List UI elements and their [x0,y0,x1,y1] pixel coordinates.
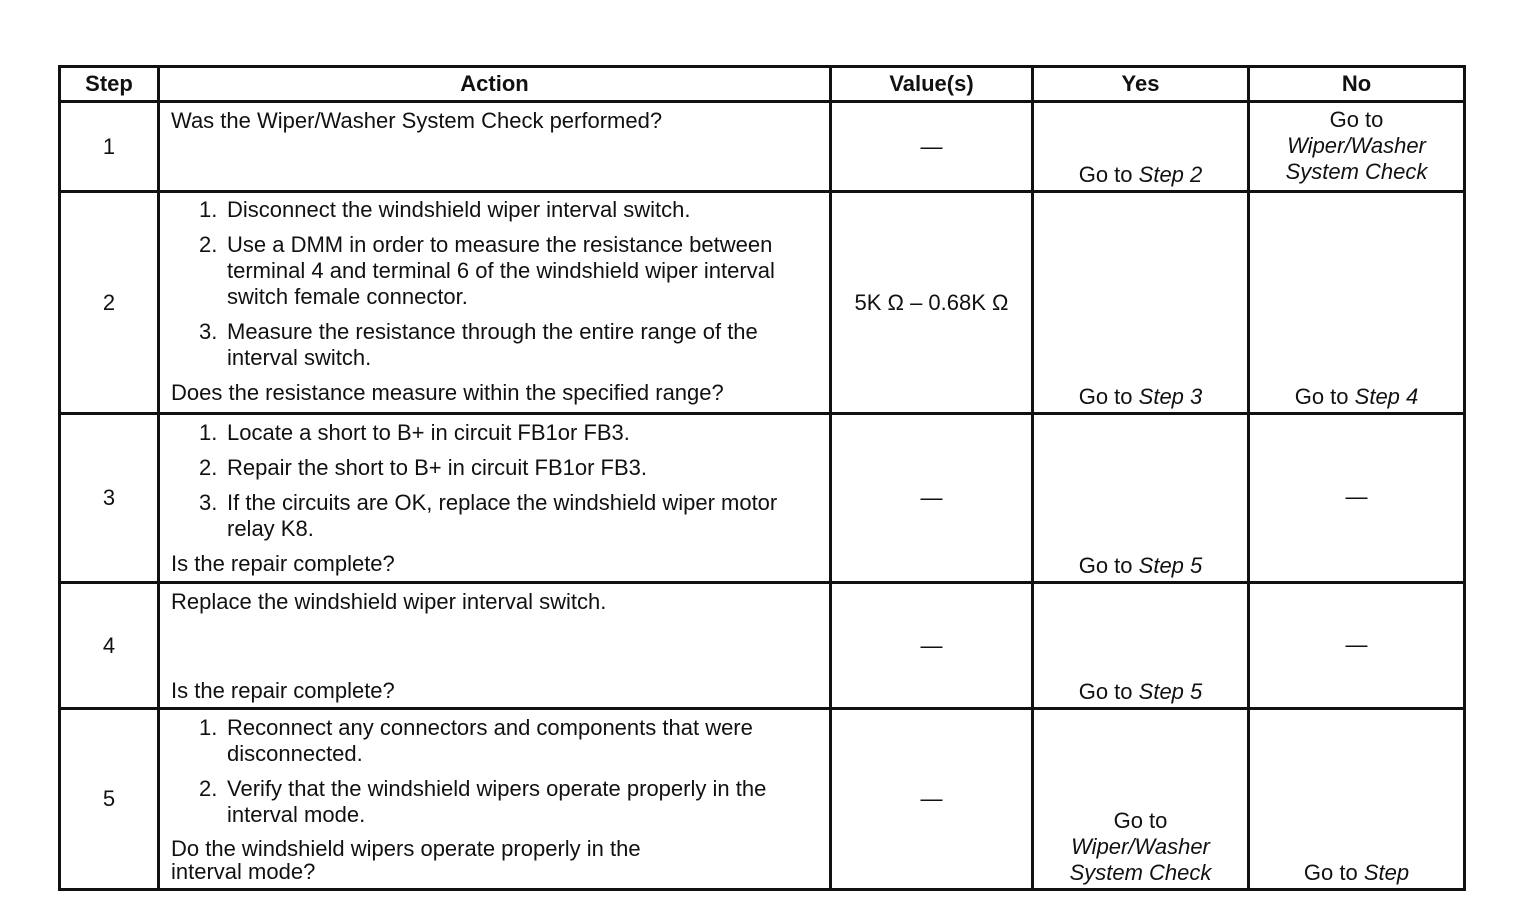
no-cell [1249,583,1465,709]
action-steps-list [171,715,821,828]
yes-link[interactable]: Step 2 [1138,162,1203,187]
action-step-item: Locate a short to B+ in circuit FB1or FB3. [227,420,630,445]
table-row-step-3 [60,414,1465,583]
table-row-step-1 [60,102,1465,192]
no-cell [1249,414,1465,583]
yes-link[interactable]: Wiper/Washer System Check [1069,834,1212,885]
header-yes: Yes [1033,67,1249,102]
no-link[interactable]: Step [1363,860,1410,885]
no-prefix: Go to [1294,384,1349,409]
no-cell [1249,709,1465,890]
yes-cell [1033,709,1249,890]
action-cell [159,414,831,583]
action-question: Do the windshield wipers operate properly in the interval mode? [171,836,641,884]
diagnostic-table [58,65,1466,891]
yes-cell [1033,102,1249,192]
action-steps-list [171,197,821,371]
no-link[interactable]: Wiper/Washer System Check [1285,133,1428,184]
action-step-item: Reconnect any connectors and components that were disconnected. [227,715,753,766]
action-step-item: Repair the short to B+ in circuit FB1or FB3. [227,455,648,480]
action-text: Replace the windshield wiper interval switch. [171,589,607,614]
yes-prefix: Go to [1078,553,1133,578]
header-values: Value(s) [831,67,1033,102]
no-cell [1249,102,1465,192]
step-number: 5 [60,709,159,890]
no-prefix: Go to [1303,860,1358,885]
yes-prefix: Go to [1078,162,1133,187]
header-step: Step [60,67,159,102]
action-step-item: Measure the resistance through the entire range of the interval switch. [227,319,758,370]
value-cell: — [831,709,1033,890]
yes-link[interactable]: Step 5 [1138,553,1203,578]
yes-link[interactable]: Step 3 [1138,384,1203,409]
action-steps-list [171,420,821,542]
no-value: — [1345,631,1368,657]
yes-prefix: Go to [1113,808,1168,833]
table-row-step-4 [60,583,1465,709]
value-cell: — [831,583,1033,709]
action-question: Does the resistance measure within the specified range? [171,380,724,405]
action-step-item: If the circuits are OK, replace the windshield wiper motor relay K8. [227,490,778,541]
value-cell: — [831,414,1033,583]
value-cell: 5K Ω – 0.68K Ω [831,192,1033,414]
step-number: 3 [60,414,159,583]
no-value: — [1345,484,1368,509]
action-step-item: Use a DMM in order to measure the resistance between terminal 4 and terminal 6 of the windshield wiper interval switch female connector. [227,232,775,309]
no-prefix: Go to [1329,107,1384,132]
step-number: 2 [60,192,159,414]
table-row-step-2 [60,192,1465,414]
yes-link[interactable]: Step 5 [1138,679,1203,704]
yes-cell [1033,192,1249,414]
step-number: 4 [60,583,159,709]
action-step-item: Verify that the windshield wipers operate properly in the interval mode. [227,776,767,827]
table-row-step-5 [60,709,1465,890]
action-question: Is the repair complete? [171,678,395,703]
yes-cell [1033,414,1249,583]
no-cell [1249,192,1465,414]
yes-prefix: Go to [1078,384,1133,409]
yes-prefix: Go to [1078,679,1133,704]
no-link[interactable]: Step 4 [1354,384,1419,409]
value-cell: — [831,102,1033,192]
header-row [60,67,1465,102]
action-cell [159,709,831,890]
header-no: No [1249,67,1465,102]
step-number: 1 [60,102,159,192]
action-step-item: Disconnect the windshield wiper interval switch. [227,197,691,222]
action-cell [159,102,831,192]
header-action: Action [159,67,831,102]
action-cell [159,192,831,414]
action-text: Was the Wiper/Washer System Check performed? [171,108,663,133]
yes-cell [1033,583,1249,709]
action-cell [159,583,831,709]
action-question: Is the repair complete? [171,551,395,576]
